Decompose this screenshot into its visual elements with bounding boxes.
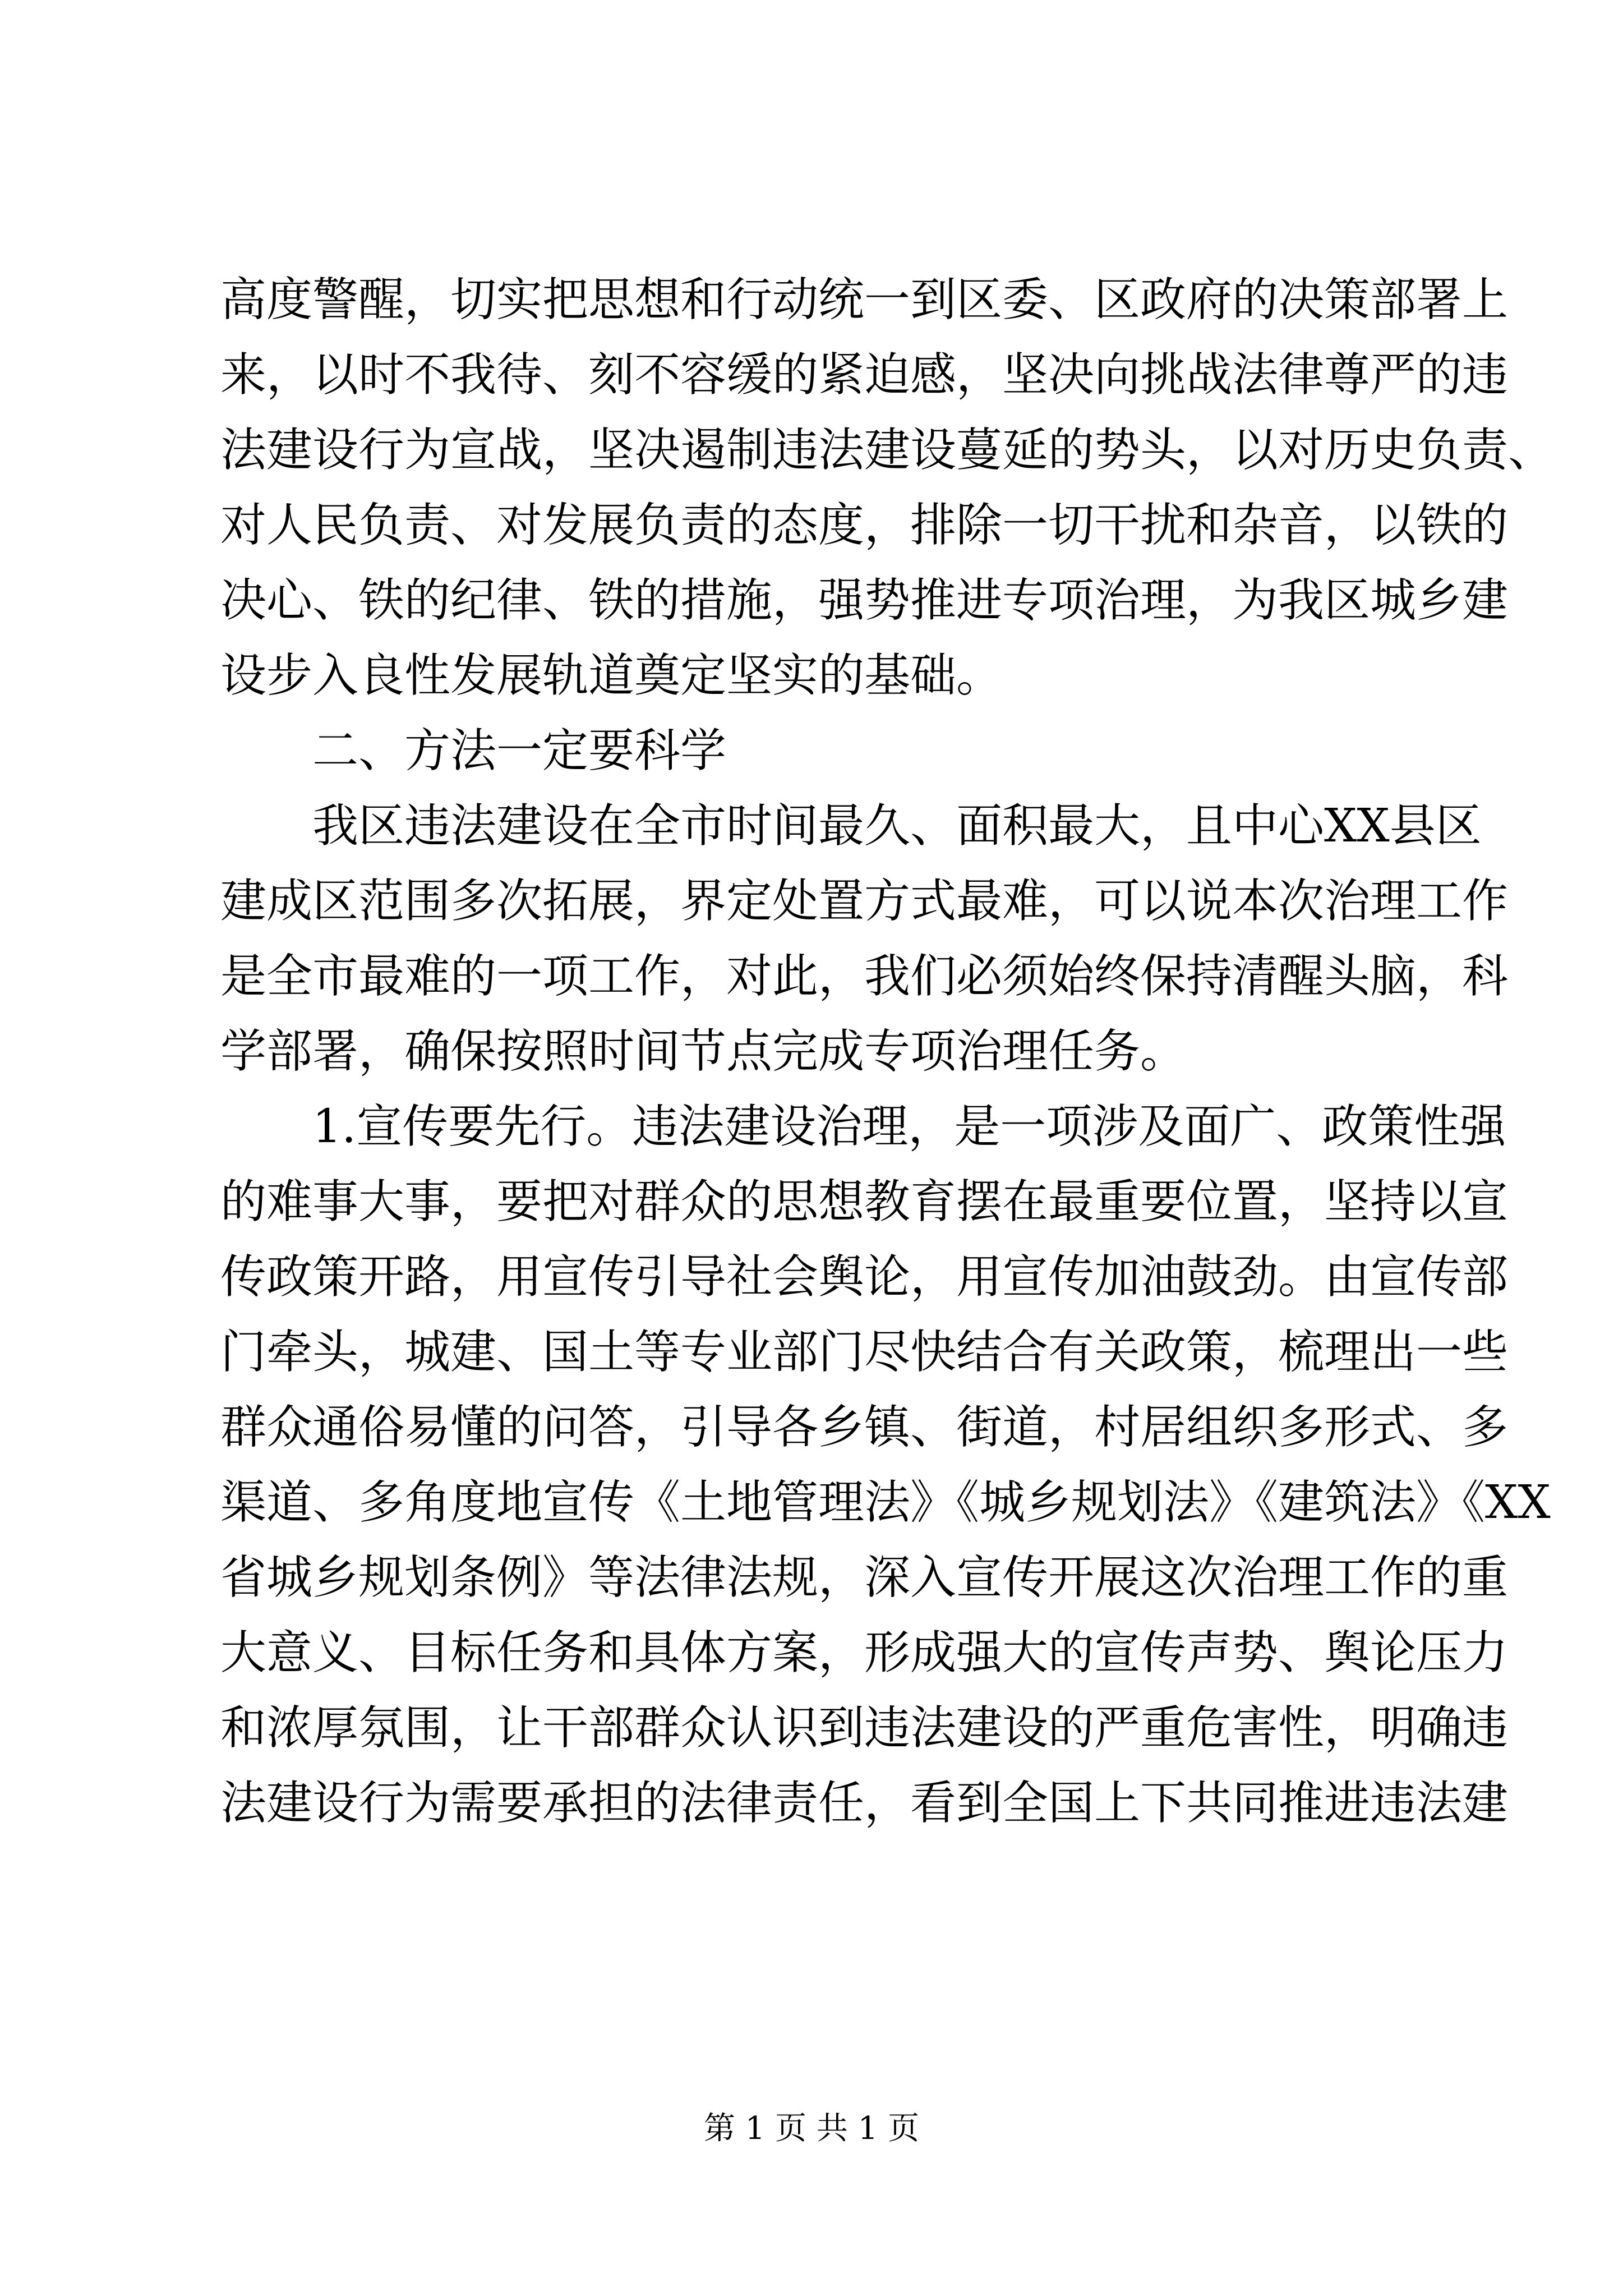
text-line: 大意义、目标任务和具体方案，形成强大的宣传声势、舆论压力 [220,1626,1509,1680]
text-line: 法建设行为宣战，坚决遏制违法建设蔓延的势头，以对历史负责、 [220,424,1555,477]
text-line: 设步入良性发展轨道奠定坚实的基础。 [220,649,1003,702]
text-line: 省城乡规划条例》等法律法规，深入宣传开展这次治理工作的重 [220,1551,1509,1604]
text-line: 是全市最难的一项工作，对此，我们必须始终保持清醒头脑，科 [220,950,1509,1003]
text-line: 学部署，确保按照时间节点完成专项治理任务。 [220,1025,1187,1078]
paragraph [220,263,1555,714]
text-line: 1.宣传要先行。违法建设治理，是一项涉及面广、政策性强 [312,1100,1506,1153]
text-line: 二、方法一定要科学 [312,724,727,777]
text-line: 群众通俗易懂的问答，引导各乡镇、街道，村居组织多形式、多 [220,1401,1509,1454]
paragraph [220,1089,1551,1841]
document-body [220,263,1555,1841]
paragraph [220,789,1509,1089]
text-line: 渠道、多角度地宣传《土地管理法》《城乡规划法》《建筑法》《XX [220,1476,1551,1529]
paragraph [220,714,1426,789]
text-line: 和浓厚氛围，让干部群众认识到违法建设的严重危害性，明确违 [220,1701,1509,1755]
text-line: 门牵头，城建、国土等专业部门尽快结合有关政策，梳理出一些 [220,1326,1509,1379]
page-footer: 第 1 页 共 1 页 [703,2110,920,2147]
text-line: 法建设行为需要承担的法律责任，看到全国上下共同推进违法建 [220,1777,1509,1830]
text-line: 的难事大事，要把对群众的思想教育摆在最重要位置，坚持以宣 [220,1175,1509,1228]
text-line: 来，以时不我待、刻不容缓的紧迫感，坚决向挑战法律尊严的违 [220,348,1509,402]
text-line: 传政策开路，用宣传引导社会舆论，用宣传加油鼓劲。由宣传部 [220,1250,1509,1304]
text-line: 对人民负责、对发展负责的态度，排除一切干扰和杂音，以铁的 [220,499,1509,552]
text-line: 我区违法建设在全市时间最久、面积最大，且中心XX县区 [312,799,1482,853]
text-line: 决心、铁的纪律、铁的措施，强势推进专项治理，为我区城乡建 [220,574,1509,627]
text-line: 高度警醒，切实把思想和行动统一到区委、区政府的决策部署上 [220,273,1509,326]
text-line: 建成区范围多次拓展，界定处置方式最难，可以说本次治理工作 [220,875,1509,928]
